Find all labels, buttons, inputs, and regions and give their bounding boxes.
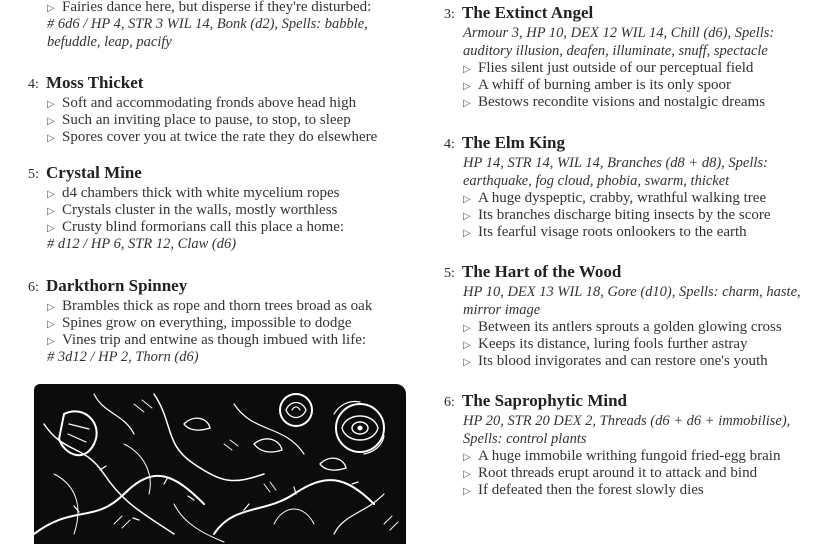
- triangle-bullet-icon: ▷: [463, 194, 471, 205]
- stat-block: # 3d12 / HP 2, Thorn (d6): [47, 349, 199, 365]
- list-item: ▷ d4 chambers thick with white mycelium ropes: [47, 185, 340, 201]
- stat-block: # d12 / HP 6, STR 12, Claw (d6): [47, 236, 237, 252]
- entry-heading: 4: The Elm King: [444, 133, 565, 152]
- triangle-bullet-icon: ▷: [47, 206, 55, 217]
- list-item: ▷ Spines grow on everything, impossible to dodge: [47, 315, 352, 331]
- entry-elm-king: [444, 133, 824, 241]
- triangle-bullet-icon: ▷: [463, 228, 471, 239]
- entry-darkthorn-spinney: [28, 276, 418, 367]
- triangle-bullet-icon: ▷: [463, 211, 471, 222]
- triangle-bullet-icon: ▷: [47, 3, 55, 14]
- list-item: ▷ A huge dyspeptic, crabby, wrathful walking tree: [463, 190, 767, 206]
- triangle-bullet-icon: ▷: [47, 189, 55, 200]
- entry-moss-thicket: [28, 73, 418, 146]
- list-item: ▷ If defeated then the forest slowly dies: [463, 482, 704, 498]
- list-item: ▷ Brambles thick as rope and thorn trees broad as oak: [47, 298, 373, 314]
- list-item: ▷ Crystals cluster in the walls, mostly worthless: [47, 202, 338, 218]
- list-item: ▷ Soft and accommodating fronds above head high: [47, 95, 357, 111]
- bramble-rose-engraving-icon: [34, 384, 406, 544]
- triangle-bullet-icon: ▷: [463, 81, 471, 92]
- entry-heading: 5: The Hart of the Wood: [444, 262, 622, 281]
- list-item: ▷ Crusty blind formorians call this place a home:: [47, 219, 345, 235]
- triangle-bullet-icon: ▷: [463, 323, 471, 334]
- triangle-bullet-icon: ▷: [463, 357, 471, 368]
- triangle-bullet-icon: ▷: [463, 469, 471, 480]
- entry-heading: 6: The Saprophytic Mind: [444, 391, 628, 410]
- entry-heading: 5: Crystal Mine: [28, 163, 142, 182]
- list-item: ▷ A huge immobile writhing fungoid fried-egg brain: [463, 448, 781, 464]
- entry-extinct-angel: [444, 3, 824, 111]
- entry-heading: 3: The Extinct Angel: [444, 3, 594, 22]
- list-item: ▷ A whiff of burning amber is its only spoor: [463, 77, 732, 93]
- triangle-bullet-icon: ▷: [463, 452, 471, 463]
- list-item: ▷ Its branches discharge biting insects by the score: [463, 207, 771, 223]
- triangle-bullet-icon: ▷: [47, 223, 55, 234]
- triangle-bullet-icon: ▷: [47, 116, 55, 127]
- triangle-bullet-icon: ▷: [47, 302, 55, 313]
- list-item: ▷ Flies silent just outside of our perceptual field: [463, 60, 754, 76]
- illustration-art: [34, 384, 406, 544]
- list-item: ▷ Its fearful visage roots onlookers to the earth: [463, 224, 747, 240]
- list-item: ▷ Spores cover you at twice the rate they do elsewhere: [47, 129, 378, 145]
- stat-block: HP 10, DEX 13 WIL 18, Gore (d10), Spells: charm, haste, mirror image: [463, 284, 801, 318]
- triangle-bullet-icon: ▷: [463, 98, 471, 109]
- triangle-bullet-icon: ▷: [47, 336, 55, 347]
- entry-hart-of-the-wood: [444, 262, 824, 370]
- triangle-bullet-icon: ▷: [47, 133, 55, 144]
- list-item: ▷ Bestows recondite visions and nostalgic dreams: [463, 94, 766, 110]
- list-item: ▷ Between its antlers sprouts a golden glowing cross: [463, 319, 782, 335]
- list-item: ▷ Root threads erupt around it to attack and bind: [463, 465, 758, 481]
- triangle-bullet-icon: ▷: [463, 486, 471, 497]
- stat-block: # 6d6 / HP 4, STR 3 WIL 14, Bonk (d2), Spells: babble, befuddle, leap, pacify: [47, 16, 368, 50]
- entry-heading: 4: Moss Thicket: [28, 73, 144, 92]
- list-item: ▷ Vines trip and entwine as though imbued with life:: [47, 332, 367, 348]
- entry-crystal-mine: [28, 163, 418, 254]
- list-item: ▷ Its blood invigorates and can restore one's youth: [463, 353, 768, 369]
- entry-saprophytic-mind: [444, 391, 824, 499]
- stat-block: HP 14, STR 14, WIL 14, Branches (d8 + d8), Spells: earthquake, fog cloud, phobia, swarm, thicket: [463, 155, 768, 189]
- triangle-bullet-icon: ▷: [47, 319, 55, 330]
- stat-block: Armour 3, HP 10, DEX 12 WIL 14, Chill (d6), Spells: auditory illusion, deafen, illuminate, snuff, spectacle: [463, 25, 775, 59]
- entry-fairies: [28, 0, 418, 51]
- entry-heading: 6: Darkthorn Spinney: [28, 276, 188, 295]
- list-item: ▷ Fairies dance here, but disperse if they're disturbed:: [47, 0, 372, 15]
- stat-block: HP 20, STR 20 DEX 2, Threads (d6 + d6 + immobilise), Spells: control plants: [463, 413, 791, 447]
- triangle-bullet-icon: ▷: [463, 64, 471, 75]
- list-item: ▷ Such an inviting place to pause, to stop, to sleep: [47, 112, 351, 128]
- triangle-bullet-icon: ▷: [463, 340, 471, 351]
- list-item: ▷ Keeps its distance, luring fools further astray: [463, 336, 748, 352]
- triangle-bullet-icon: ▷: [47, 99, 55, 110]
